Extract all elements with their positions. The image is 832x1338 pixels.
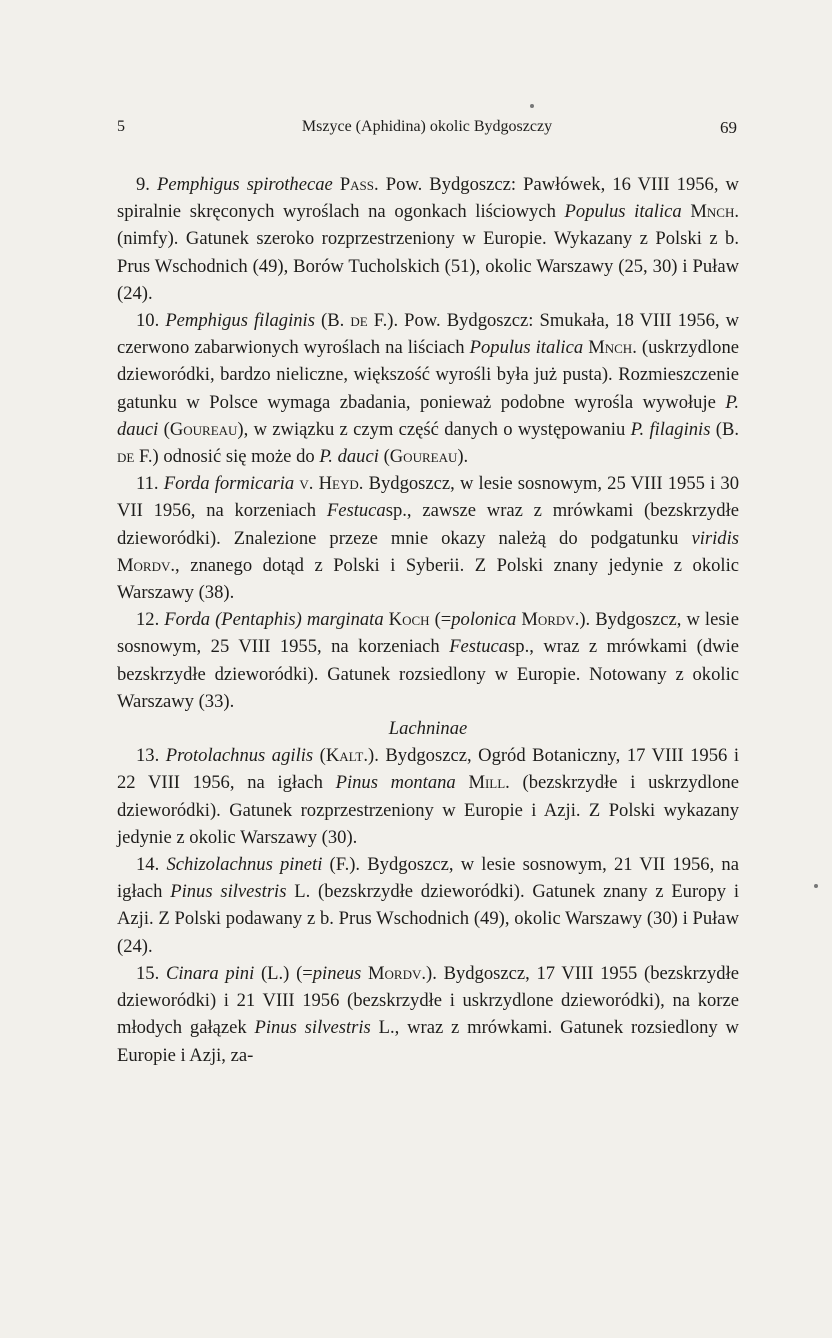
species-name: Schizolachnus pineti: [166, 854, 323, 876]
entry-10: 10. Pemphigus filaginis (B. de F.). Pow. Bydgoszcz: Smukała, 18 VIII 1956, w czerwono zabarwionych wyroślach na liściach Populus italica Mnch. (uskrzydlone dzieworódki, bardzo nieliczne, większość wyrośli była już pusta). Rozmieszczenie gatunku w Polsce wymaga zbadania, ponieważ podobne wyrośla wywołuje P. dauci (Goureau), w związku z czym część danych o występowaniu P. filaginis (B. de F.) odnosić się może do P. dauci (Goureau).: [117, 310, 739, 468]
section-heading: Lachninae: [388, 718, 468, 740]
section-number: 5: [117, 118, 125, 135]
species-name: Forda formicaria: [163, 473, 295, 495]
entry-11: 11. Forda formicaria v. Heyd. Bydgoszcz, w lesie sosnowym, 25 VIII 1955 i 30 VII 1956, na korzeniach Festucasp., zawsze wraz z mrówkami (bezskrzydłe dzieworódki). Znalezione przeze mnie okazy należą do podgatunku viridis Mordv., znanego dotąd z Polski i Syberii. Z Polski znany jedynie z okolic Warszawy (38).: [117, 473, 740, 604]
running-title: Mszyce (Aphidina) okolic Bydgoszczy: [301, 118, 553, 135]
page-body: [117, 171, 739, 1069]
species-name: Pemphigus filaginis: [165, 310, 315, 332]
page-number: 69: [720, 118, 737, 137]
print-speck: [530, 104, 534, 108]
species-name: Pemphigus spirothecae: [157, 174, 333, 195]
entry-9: 9. Pemphigus spirothecae Pass. Pow. Bydgoszcz: Pawłówek, 16 VIII 1956, w spiralnie skręconych wyroślach na ogonkach liściowych Populus italica Mnch. (nimfy). Gatunek szeroko rozprzestrzeniony w Europie. Wykazany z Polski z b. Prus Wschodnich (49), Borów Tucholskich (51), okolic Warszawy (25, 30) i Puław (24).: [117, 174, 739, 304]
running-header: [117, 118, 737, 142]
species-name: Cinara pini: [165, 962, 255, 984]
print-speck: [814, 884, 818, 888]
entry-15: 15. Cinara pini (L.) (=pineus Mordv.). Bydgoszcz, 17 VIII 1955 (bezskrzydłe dzieworódki) i 21 VIII 1956 (bezskrzydłe i uskrzydlone dzieworódki), na korze młodych gałązek Pinus silvestris L., wraz z mrówkami. Gatunek rozsiedlony w Europie i Azji, za-: [117, 962, 739, 1066]
species-name: Forda (Pentaphis) marginata: [164, 609, 384, 631]
entry-14: 14. Schizolachnus pineti (F.). Bydgoszcz, w lesie sosnowym, 21 VII 1956, na igłach Pinus silvestris L. (bezskrzydłe dzieworódki). Gatunek znany z Europy i Azji. Z Polski podawany z b. Prus Wschodnich (49), okolic Warszawy (30) i Puław (24).: [117, 854, 739, 957]
entry-13: 13. Protolachnus agilis (Kalt.). Bydgoszcz, Ogród Botaniczny, 17 VIII 1956 i 22 VIII 1956, na igłach Pinus montana Mill. (bezskrzydłe i uskrzydlone dzieworódki). Gatunek rozprzestrzeniony w Europie i Azji. Z Polski wykazany jedynie z okolic Warszawy (30).: [117, 745, 739, 848]
entry-12: 12. Forda (Pentaphis) marginata Koch (=polonica Mordv.). Bydgoszcz, w lesie sosnowym, 25 VIII 1955, na korzeniach Festucasp., wraz z mrówkami (dwie bezskrzydłe dzieworódki). Gatunek rozsiedlony w Europie. Notowany z okolic Warszawy (33).: [117, 609, 739, 712]
species-name: Protolachnus agilis: [165, 745, 314, 767]
